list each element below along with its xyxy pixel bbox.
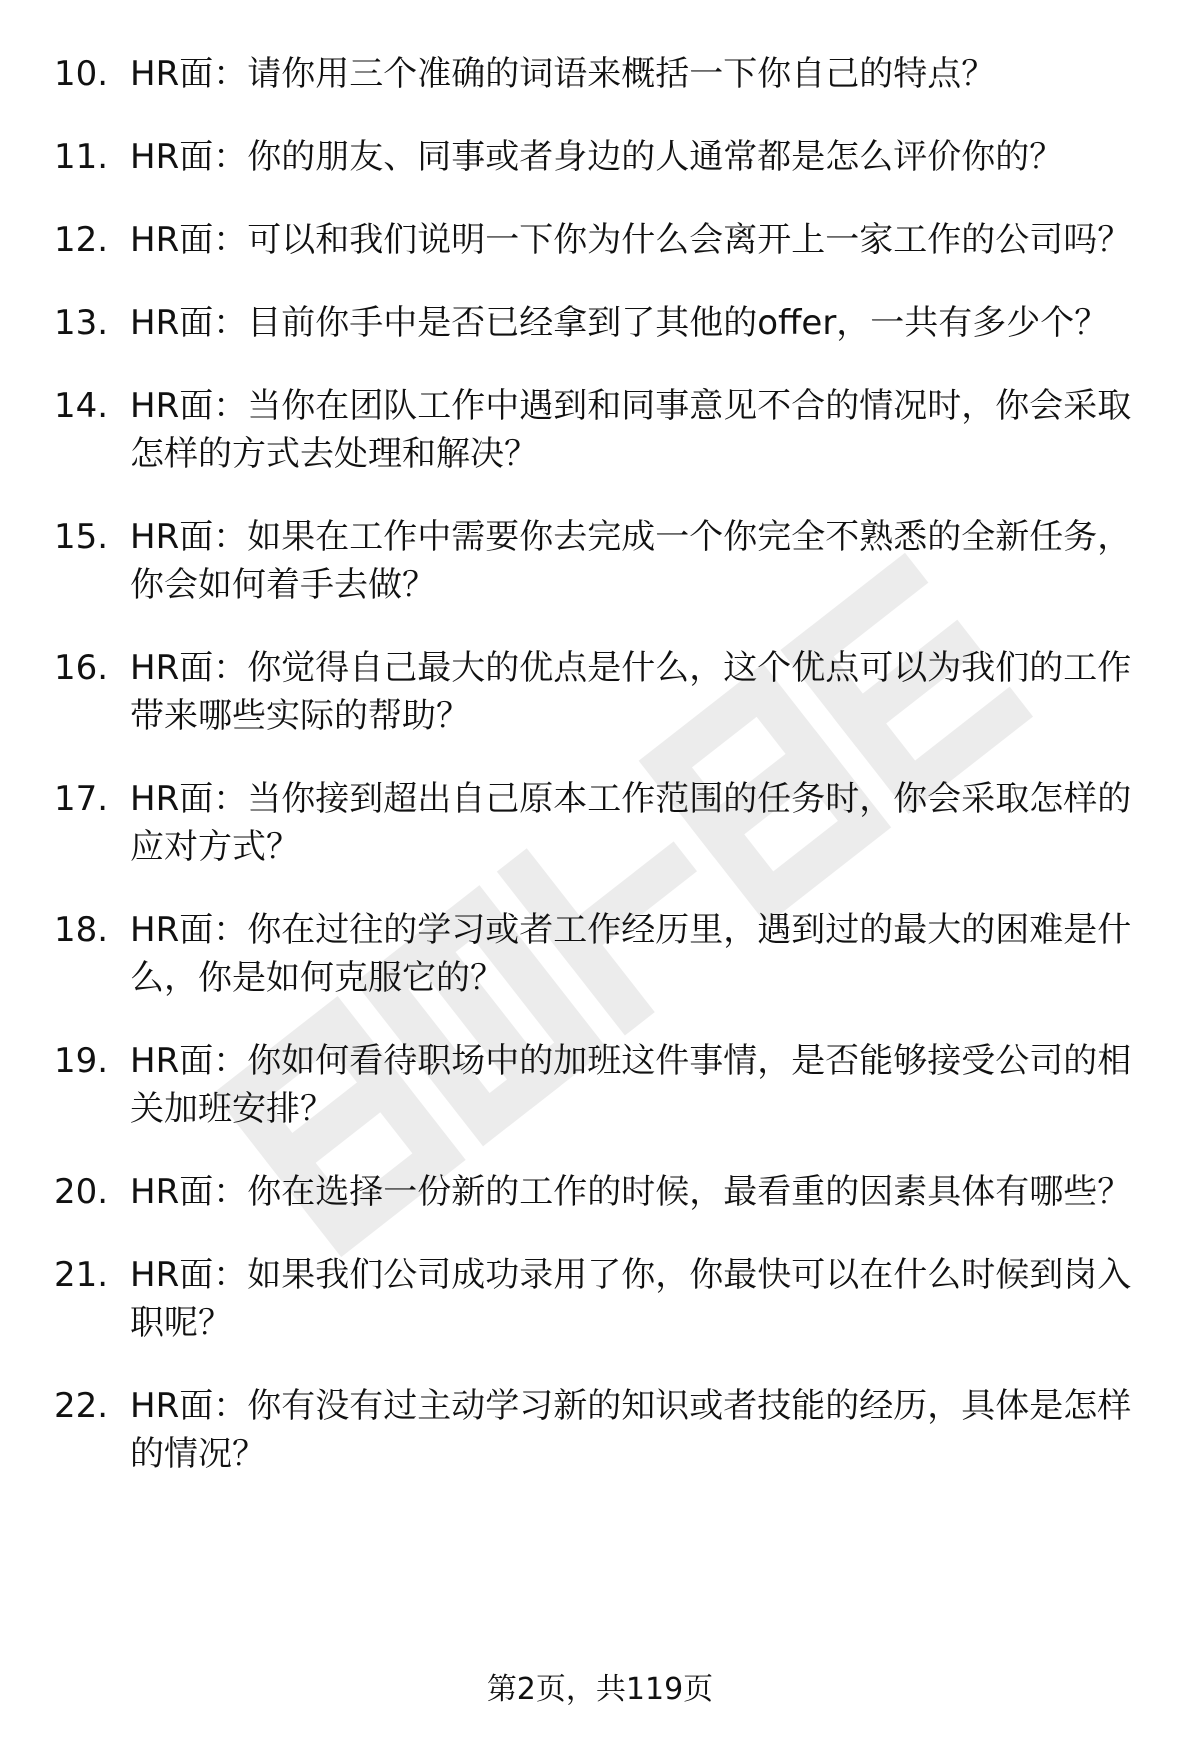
question-number: 15. bbox=[54, 517, 109, 557]
question-text: HR面：你在选择一份新的工作的时候，最看重的因素具体有哪些？ bbox=[130, 1172, 1132, 1212]
question-item bbox=[0, 775, 1200, 871]
question-text: HR面：你觉得自己最大的优点是什么，这个优点可以为我们的工作带来哪些实际的帮助？ bbox=[130, 648, 1132, 736]
question-item bbox=[0, 513, 1200, 609]
question-number: 22. bbox=[54, 1386, 109, 1426]
question-list bbox=[0, 50, 1200, 1513]
question-text: HR面：你有没有过主动学习新的知识或者技能的经历，具体是怎样的情况？ bbox=[130, 1386, 1132, 1474]
question-number: 20. bbox=[54, 1172, 109, 1212]
question-text: HR面：当你在团队工作中遇到和同事意见不合的情况时，你会采取怎样的方式去处理和解决？ bbox=[130, 386, 1132, 474]
question-text: HR面：你在过往的学习或者工作经历里，遇到过的最大的困难是什么，你是如何克服它的？ bbox=[130, 910, 1132, 998]
question-number: 12. bbox=[54, 220, 109, 260]
question-number: 11. bbox=[54, 137, 109, 177]
question-number: 19. bbox=[54, 1041, 109, 1081]
question-item bbox=[0, 50, 1200, 98]
question-number: 17. bbox=[54, 779, 109, 819]
question-text: HR面：请你用三个准确的词语来概括一下你自己的特点？ bbox=[130, 54, 996, 94]
question-item bbox=[0, 1382, 1200, 1478]
question-item bbox=[0, 906, 1200, 1002]
question-item bbox=[0, 1168, 1200, 1216]
question-number: 21. bbox=[54, 1255, 109, 1295]
question-text: HR面：如果我们公司成功录用了你，你最快可以在什么时候到岗入职呢？ bbox=[130, 1255, 1132, 1343]
page-footer bbox=[0, 1670, 1200, 1710]
question-number: 10. bbox=[54, 54, 109, 94]
question-number: 18. bbox=[54, 910, 109, 950]
question-item bbox=[0, 1037, 1200, 1133]
question-text: HR面：你的朋友、同事或者身边的人通常都是怎么评价你的？ bbox=[130, 137, 1064, 177]
question-item bbox=[0, 299, 1200, 347]
question-item bbox=[0, 1251, 1200, 1347]
question-number: 16. bbox=[54, 648, 109, 688]
question-number: 14. bbox=[54, 386, 109, 426]
question-item bbox=[0, 644, 1200, 740]
question-text: HR面：当你接到超出自己原本工作范围的任务时，你会采取怎样的应对方式？ bbox=[130, 779, 1132, 867]
question-item bbox=[0, 382, 1200, 478]
question-text: HR面：如果在工作中需要你去完成一个你完全不熟悉的全新任务，你会如何着手去做？ bbox=[130, 517, 1132, 605]
page-number-label: 第2页，共119页 bbox=[486, 1672, 714, 1707]
question-item bbox=[0, 216, 1200, 264]
question-text: HR面：目前你手中是否已经拿到了其他的offer，一共有多少个？ bbox=[130, 303, 1109, 343]
question-number: 13. bbox=[54, 303, 109, 343]
question-text: HR面：可以和我们说明一下你为什么会离开上一家工作的公司吗？ bbox=[130, 220, 1132, 260]
question-item bbox=[0, 133, 1200, 181]
question-text: HR面：你如何看待职场中的加班这件事情，是否能够接受公司的相关加班安排？ bbox=[130, 1041, 1132, 1129]
